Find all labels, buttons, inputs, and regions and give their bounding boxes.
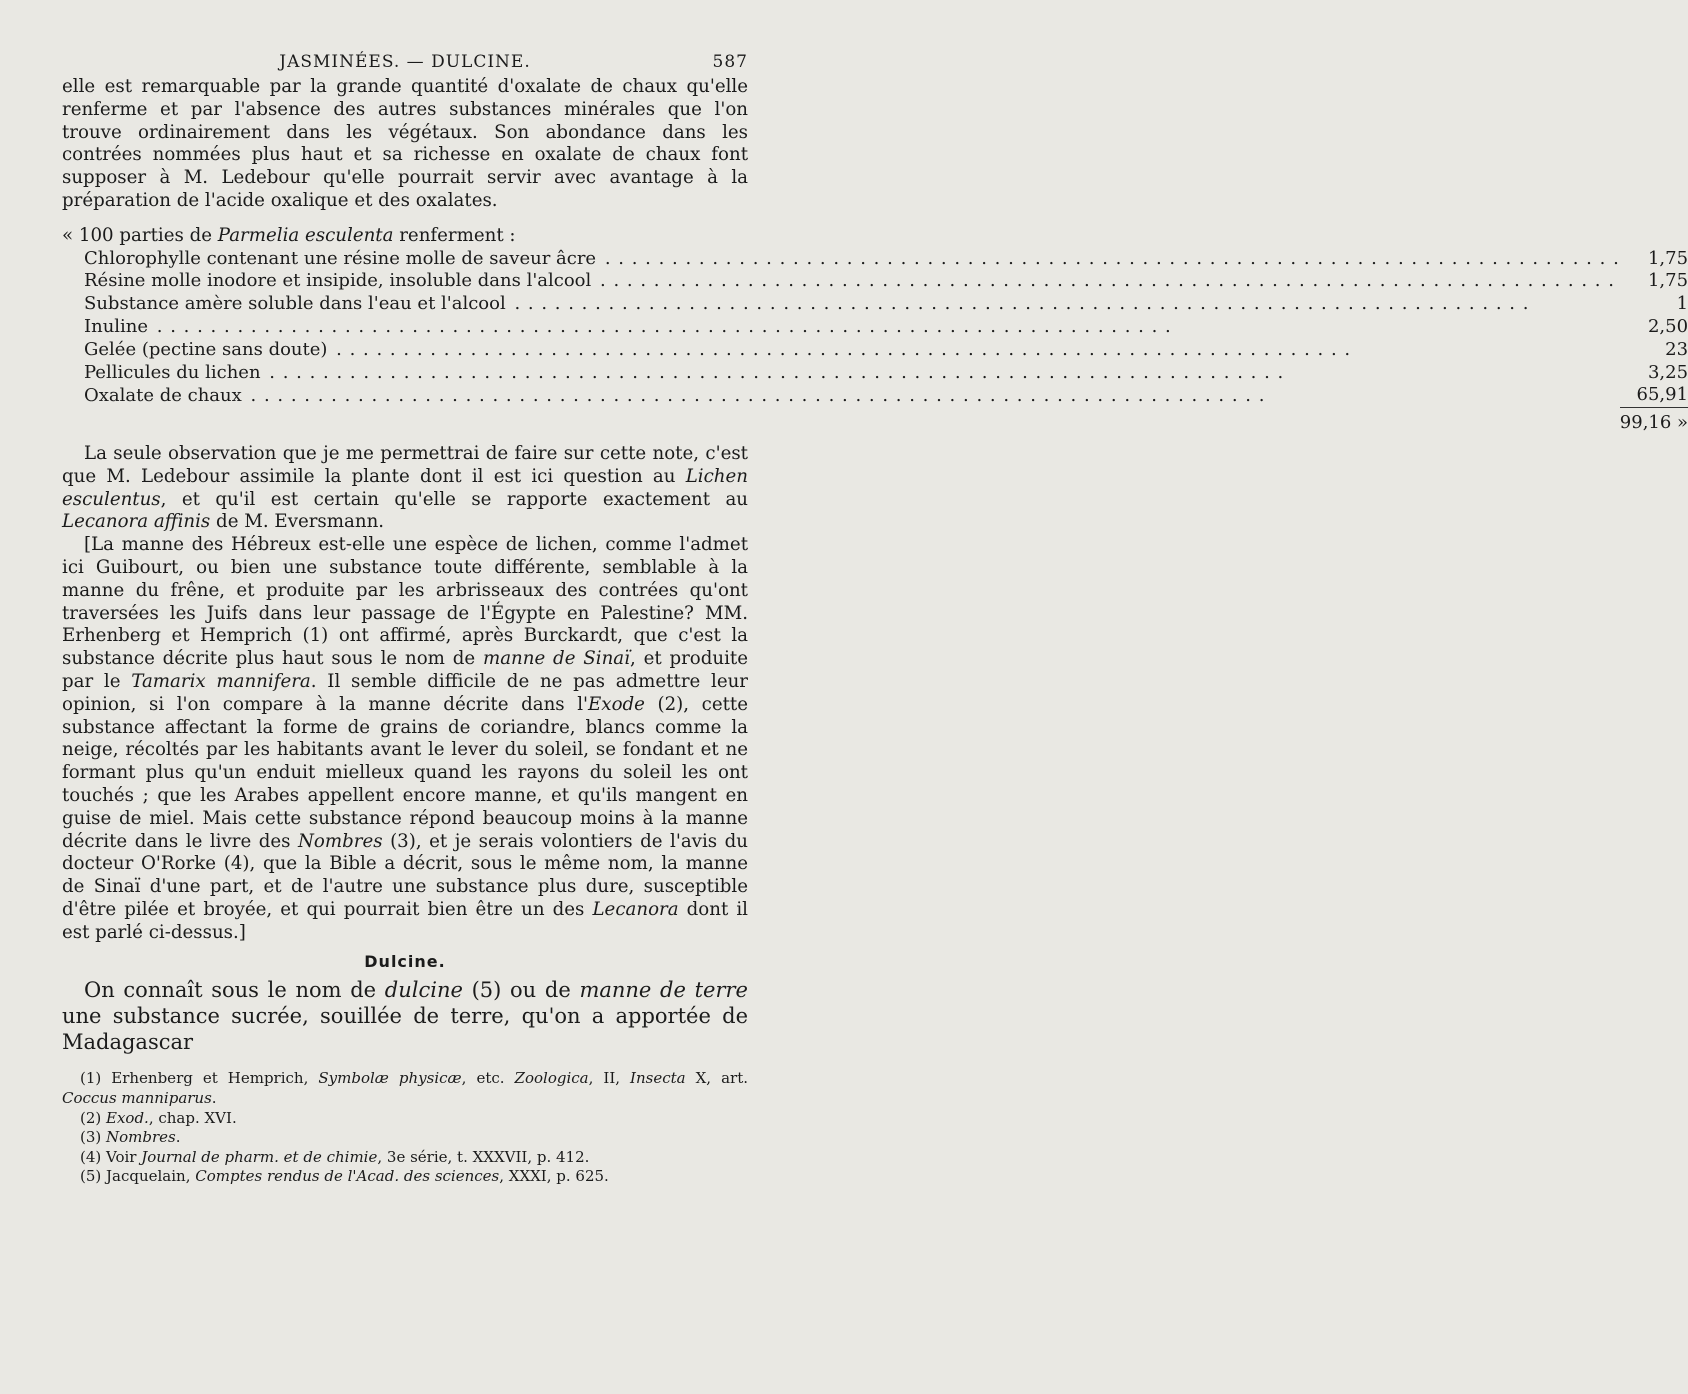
composition-row bbox=[84, 362, 1688, 385]
component-value: 1 bbox=[1676, 293, 1688, 315]
species-name: Parmelia esculenta bbox=[217, 224, 394, 246]
intro-text-end: renferment : bbox=[393, 224, 516, 246]
footnote: (3) Nombres. bbox=[80, 1128, 181, 1147]
footnotes bbox=[62, 1069, 748, 1187]
running-title: JASMINÉES. — DULCINE. bbox=[279, 52, 531, 72]
component-value: 3,25 bbox=[1647, 361, 1688, 383]
composition-table bbox=[84, 248, 1688, 435]
composition-row bbox=[84, 293, 1688, 316]
footnote: (2) Exod., chap. XVI. bbox=[80, 1108, 237, 1127]
footnote: (5) Jacquelain, Comptes rendus de l'Acad. des sciences, XXXI, p. 625. bbox=[80, 1167, 609, 1186]
component-name: Résine molle inodore et insipide, insoluble dans l'alcool bbox=[84, 270, 592, 292]
component-name: Inuline bbox=[84, 315, 149, 337]
composition-row bbox=[84, 248, 1688, 271]
species-name: Lecanora affinis bbox=[62, 511, 211, 533]
component-name: Chlorophylle contenant une résine molle de saveur âcre bbox=[84, 247, 597, 269]
paragraph-manna: [La manne des Hébreux est-elle une espèce de lichen, comme l'admet ici Guibourt, ou bien une substance toute différente, semblable à la manne du frêne, et produite par les arbrisseaux des contrées qu'ont traversées les Juifs dans leur passage de l'Égypte en Palestine? MM. Erhenberg et Hemprich (1) ont affirmé, après Burckardt, que c'est la substance décrite plus haut sous le nom de manne de Sinaï, et produite par le Tamarix mannifera. Il semble difficile de ne pas admettre leur opinion, si l'on compare à la manne décrite dans l'Exode (2), cette substance affectant la forme de grains de coriandre, blancs comme la neige, récoltés par les habitants avant le lever du soleil, se fondant et ne formant plus qu'un enduit mielleux quand les rayons du soleil les ont touchés ; que les Arabes appellent encore manne, et qu'ils mangent en guise de miel. Mais cette substance répond beaucoup moins à la manne décrite dans le livre des Nombres (3), et je serais volontiers de l'avis du docteur O'Rorke (4), que la Bible a décrit, sous le même nom, la manne de Sinaï d'une part, et de l'autre une substance plus dure, susceptible d'être pilée et broyée, et qui pourrait bien être un des Lecanora dont il est parlé ci-dessus.] bbox=[62, 534, 748, 943]
composition-row bbox=[84, 339, 1688, 362]
paragraph-observation: La seule observation que je me permettrai de faire sur cette note, c'est que M. Ledebour assimile la plante dont il est ici question au Lichen esculentus, et qu'il est certain qu'elle se rapporte exactement au Lecanora affinis de M. Eversmann. bbox=[62, 442, 748, 533]
footnote: (4) Voir Journal de pharm. et de chimie, 3e série, t. XXXVII, p. 412. bbox=[80, 1147, 590, 1166]
component-value: 65,91 bbox=[1636, 384, 1688, 406]
component-name: Pellicules du lichen bbox=[84, 361, 261, 383]
component-value: 1,75 bbox=[1647, 270, 1688, 292]
component-name: Gelée (pectine sans doute) bbox=[84, 338, 328, 360]
composition-row bbox=[84, 316, 1688, 339]
composition-total-row bbox=[84, 408, 1688, 435]
species-name: Lichen esculentus bbox=[62, 465, 748, 510]
composition-row bbox=[84, 270, 1688, 293]
section-heading: Dulcine. bbox=[364, 952, 446, 972]
running-head bbox=[62, 46, 748, 76]
paragraph-dulcine: On connaît sous le nom de dulcine (5) ou de manne de terre une substance sucrée, souillée de terre, qu'on a apportée de Madagascar bbox=[62, 978, 748, 1055]
composition-row bbox=[84, 384, 1688, 407]
footnote: (1) Erhenberg et Hemprich, Symbolæ physicæ, etc. Zoologica, II, Insecta X, art. Coccus manniparus. bbox=[62, 1069, 748, 1108]
composition-total: 99,16 » bbox=[1620, 408, 1688, 435]
component-value: 23 bbox=[1665, 338, 1688, 360]
section-text bbox=[62, 977, 748, 1055]
component-value: 1,75 bbox=[1647, 247, 1688, 269]
component-value: 2,50 bbox=[1647, 315, 1688, 337]
page-number: 587 bbox=[712, 52, 748, 72]
main-text bbox=[62, 76, 1688, 944]
intro-text: « 100 parties de bbox=[62, 224, 218, 246]
component-name: Substance amère soluble dans l'eau et l'alcool bbox=[84, 293, 506, 315]
composition-intro bbox=[62, 225, 748, 248]
component-name: Oxalate de chaux bbox=[84, 384, 242, 406]
paragraph-oxalate: elle est remarquable par la grande quantité d'oxalate de chaux qu'elle renferme et par l'absence des autres substances minérales que l'on trouve ordinairement dans les végétaux. Son abondance dans les contrées nommées plus haut et sa richesse en oxalate de chaux font supposer à M. Ledebour qu'elle pourrait servir avec avantage à la préparation de l'acide oxalique et des oxalates. bbox=[62, 76, 748, 211]
